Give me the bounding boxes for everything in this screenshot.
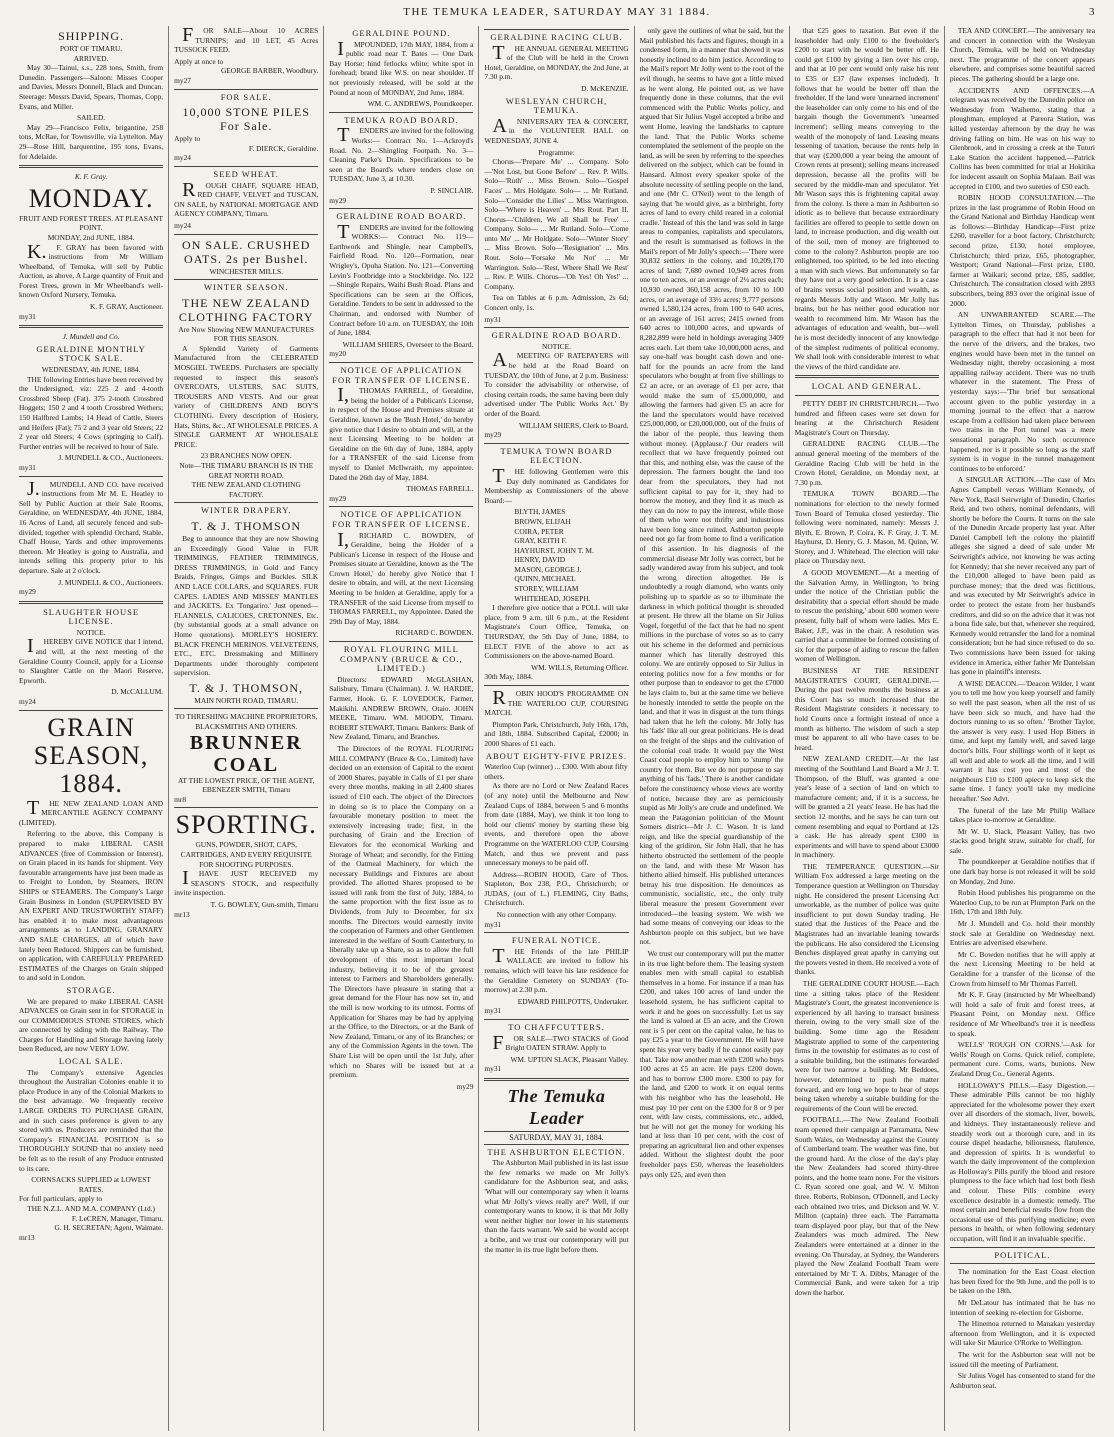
apply-once: Apply at once to	[174, 56, 224, 66]
news-item: AN UNWARRANTED SCARE.—The Lyttelton Times, on Thursday, publishes a paragraph to the effect that had it not been for the nerve of the drivers, and the brakes, two engines would have been met in the tunnel on Wednesday night, thereby occasioning a most appalling railway accident. There was no truth whatever in the statement. The Press of yesterday says:—'The brief but sensational account given to the public yesterday in a morning journal to the effect that a narrow escape from a collision had taken place between two trains in the Port tunnel was a mere sensational paragraph. No such occurrence happened, nor is it possible so long as the staff system is in vogue in the tunnel management continues to be enforced.'	[949, 310, 1095, 473]
news-item: ACCIDENTS AND OFFENCES.—A telegram was received by the Dunedin police on Wednesday from Waihemo, stating that a ploughman, employed at Pareora Station, was killed yesterday afternoon by the dray he was driving falling on him. He was on his way to Glenbrook, and in crossing a creek at the Tuturi Lake Station the accident happened.—Patrick Collins has been committed for trial at Hokitika for indecent assault on Sophia Malaan. Bail was accepted in £100, and two sureties of £50 each.	[949, 85, 1095, 191]
news-item: The poundkeeper at Geraldine notifies that if one dark bay horse is not released it will be sold on Monday, 2nd June.	[949, 857, 1095, 886]
arrived-text: May 30—Tainui, s.s., 228 tons, Smith, from Dunedin. Passengers—Saloon: Misses Cooper and Davies, Messrs Donnell, Black and Duncan. Steerage: Messrs David, Spears, Thomas, Copp, Evans, and Miller.	[19, 63, 164, 111]
tenders-text-2: TENDERS are invited for the following WORKS:— Contract No. 119—Earthwork and Shingle, near Campbell's, Fairfield Road. No. 120—Formation, near Wrigley's, Opuha Station. No. 121—Converting Levin's Footbridge into a Stockbridge. No. 122—Shingle Repairs, Waihi Bush Road. Plans and Specifications can be seen at the Offices, Geraldine. Tenders to be sent in addressed to the Chairman, and endorsed with Number of Contract before 10 a.m. on TUESDAY, the 10th of June, 1884.	[329, 220, 474, 338]
funeral-heading: FUNERAL NOTICE.	[511, 935, 602, 946]
news-item: Mr K. F. Gray (instructed by Mr Wheelband) will hold a sale of fruit and forest trees, at Pleasant Point, on Monday next. Office residence of Mr Wheelband's tree it is needless to speak.	[949, 990, 1095, 1038]
directors-text: Directors: EDWARD McGLASHAN, Salisbury, Timaru (Chairman). J. W. HARDIE, Farmer, Hook. G. F. LOVEDOCK, Farmer, Makikihi. ANDREW BROWN, Otaio. JOHN MEEKE, Timaru. WM. MOODY, Timaru. ROBERT STEWART, Timaru. Bankers: Bank of New Zealand, Timaru, and Branches.	[329, 674, 474, 742]
grain-heading: GRAIN SEASON, 1884.	[33, 712, 149, 798]
main-north-road: MAIN NORTH ROAD, TIMARU.	[194, 695, 299, 705]
divider	[329, 506, 473, 507]
candidate-item: HENRY, DAVID	[514, 555, 566, 565]
shipping-heading: SHIPPING.	[58, 29, 125, 43]
date-code: mr8	[174, 794, 187, 804]
bowden-name: RICHARD C. BOWDEN.	[395, 628, 474, 638]
date-code: mr13	[174, 909, 190, 919]
racing-club-heading: GERALDINE RACING CLUB.	[490, 32, 623, 42]
divider	[19, 476, 163, 477]
geraldine-road-heading: GERALDINE ROAD BOARD.	[336, 211, 467, 222]
news-item: Mr J. Mundell and Co. hold their monthly stock sale at Geraldine on Wednesday next. Entries are advertised elsewhere.	[949, 919, 1095, 948]
news-item: WELLS' 'ROUGH ON CORNS.'—Ask for Wells' Rough on Corns. Quick relief, complete, permanent cure. Corns, warts, bunions. New Zealand Drug Co., General Agents.	[949, 1040, 1095, 1078]
date-code: my29	[456, 1081, 474, 1091]
news-item: TEA AND CONCERT.—The anniversary tea and concert in connection with the Wesleyan Church, Temuka, will be held on Wednesday next. The programme of the concert appears elsewhere, and comprises some beautiful sacred pieces. The gathering should be a large one.	[949, 26, 1095, 83]
candidate-item: BLYTH, JAMES	[514, 507, 566, 517]
garments-text: A Splendid Variety of Garments Manufactured from the CELEBRATED MOSGIEL TWEEDS. Purchasers are specially requested to inspect this season's OVERCOATS, ULSTERS, SAC SUITS, TROUSERS AND VESTS. And our great variety of CHILDREN'S AND BOY'S CLOTHING. Every description of Hosiery, Hats, Shirts, &c., AT WHOLESALE PRICES. A SINGLE GARMENT AT WHOLESALE PRICE.	[174, 343, 319, 449]
political-item: Sir Julius Vogel has consented to stand for the Ashburton seat.	[949, 1371, 1095, 1390]
column-1	[14, 26, 169, 1431]
crushed-oats: ON SALE. CRUSHED OATS. 2s per Bushel.	[182, 237, 311, 266]
particulars-line: For full particulars, apply to	[19, 1194, 103, 1204]
divider	[19, 601, 163, 604]
divider	[484, 685, 628, 686]
date-code: my29	[329, 493, 347, 503]
divider	[484, 1078, 628, 1081]
chaffcutters-heading: TO CHAFFCUTTERS.	[508, 1022, 605, 1032]
grain-text: Referring to the above, this Company is prepared to make LIBERAL CASH ADVANCES (free of Commission or Interest), on Grain placed in its hands for shipment. Very favourable arrangements have just been made as to Freight to London, by Steamers, IRON SHIPS or STEAMERS. The Company's Large Grain Business in London (SUPERVISED BY AN EXPERT AND TRUSTWORTHY STAFF) has enabled it to make most advantageous arrangements as to LANDING, GRANARY AND SALE CHARGES, all of which have lately been Reduced. Shippers can be furnished, on application, with CAREFULLY PREPARED ESTIMATES of the Charges on Grain shipped to and sold in London.	[19, 829, 164, 983]
news-item: ROBIN HOOD CONSULTATION.—The prizes in the last programme of Robin Hood on the Grand National and Birthday Handicap went as follows:—Birthday Handicap—First prize £260, traveller for a boot factory, Christchurch; second prize, £130, hotel employee, Christchurch; third prize, £65, photographer, Westport; Grand National—First prize, £180, farmer at Waikari; second prize, £85, saddler, Christchurch. The consultation closed with 2893 subscribers, being 893 over the original issue of 2000.	[949, 193, 1095, 308]
news-item: A SINGULAR ACTION.—The case of Mrs Agnes Campbell versus William Kennedy, of New York, Basil Seirwright of Dunedin, Charles Reid, and two others, nominal defendants, will shortly be before the Courts. It turns on the sale of the Dunedin Arcade property last year. After Daniel Campbell left the colony the plaintiff alleges she signed a deed of sale under Mr Seirwright's advice, not knowing he was acting for Kennedy; that she never received any part of the £10,000 alleged to have been paid as purchase money; that the deed was fictitious, and was executed by Mr Seirwright's advice in order to protect the estate from her husband's creditors, and did so on the advice that it was not a bona fide sale, but that, whenever she required, Kennedy would retransfer the land for a nominal consideration; but he had since refused to do so. Two commissions have been issued for taking evidence in America, either father Mr Dantelsian has gone in plaintiff's interests.	[949, 475, 1095, 677]
dierck-name: F. DIERCK, Geraldine.	[248, 143, 319, 153]
chaff-sale-text: FOR SALE—TWO STACKS of Good Bright OATEN STRAW. Apply to	[492, 1031, 629, 1054]
divider	[19, 165, 163, 168]
loan-company: THE NEW ZEALAND LOAN AND MERCANTILE AGENCY COMPANY (LIMITED).	[19, 796, 164, 827]
column-2	[169, 26, 324, 1431]
masthead	[0, 6, 1114, 18]
mundell-name-2: J. MUNDELL & CO., Auctioneers.	[58, 577, 164, 587]
geraldine-road-heading-2: GERALDINE ROAD BOARD.	[491, 330, 622, 341]
monday-heading: MONDAY.	[28, 183, 154, 213]
editorial-continued-3: that £25 goes to taxation. But even if the leaseholder had only £100 to the freeholder's £200 to start with he would be better off. He could get £100 by giving a lien over his crop, and that at 10 per cent would only raise his rent to £35 or £37 (law expenses included). It follows that he would be better off than the freeholder. If the land were 'unearned increment' the leaseholder can only come to his end of the bargain though the Government's 'unearned increment'; selling means conveying to the wealth of the monopoly of land. Leasing means lessening of taxation, because the rents help in that way (£200,000 a year being the amount of Crown rents at present); selling means increased depression, because all the profits will be secured by the middle-man and speculator. Yet Mr Wason says this is frightening capital away from the colony. Is there a man in Ashburton so idiotic as to believe that because extraordinary facilities are offered to people to settle down on land, to increase production, and dig wealth out of the soil, men of money are frightened to come to the colony? Ashburton people are too enlightened, too spirited, to be led into electing a man with such views. But unfortunately so far they have not a very good selection. It is a case of brains versus social position and wealth, as regards Messrs Jolly and Wason. Mr Jolly has brains, but he has neither good education nor wealth to recommend him. Mr Wason has the advantages of education and wealth, but—well he is most decidedly innocent of any knowledge of the simplest rudiments of political economy. We shall look with considerable interest to what the views of the third candidate are.	[794, 26, 939, 371]
mundell-name: J. MUNDELL & CO., Auctioneers.	[58, 453, 164, 463]
temuka-road-heading: TEMUKA ROAD BOARD.	[344, 114, 459, 125]
candidate-item: MASON, GEORGE J.	[514, 564, 582, 574]
branches-line: 23 BRANCHES NOW OPEN.	[200, 451, 292, 461]
lowest-price: AT THE LOWEST PRICE, OF THE AGENT, EBENEZER SMITH, Timaru	[177, 775, 315, 795]
races-note: As there are no Lord or New Zealand Races (of any note) until the Melbourne and New Zealand Cups of 1884, between 5 and 6 months from date (1884, May), we think it too long to hold our clients' money by starting these big events, and therefore open the above Programme on the WATERLOO CUP, Coursing Match, and thus we prevent and pass unnecessary moneys to be paid off.	[484, 781, 629, 868]
date-code: my31	[484, 1006, 502, 1016]
mill-text: The Directors of the ROYAL FLOURING MILL COMPANY (Bruce & Co., Limited) have decided on an extension of Capital to the extent of 2000 Shares, payable in Calls of £1 per share every three months, making in all 2,400 shares issued of £10 each. The object of the Directors in doing so is to place the Company on a favourable monetary position to meet the extensively increasing trade; first, in the purchasing of Grain and the Erection of Elevators for the economical Working and Storage of Wheat; and secondly, for the Fitting of the Oatmeal Machinery, for which the necessary Buildings and Fixtures are about provided. The allotted Shares proposed to be issued will rank from the first of July, 1884, to the same proportion with the first issue as to Dividends, from July to December, for six months. The Directors would earnestly invite the cooperation of Farmers and other Gentlemen interested in the welfare of South Canterbury, to liberally take up a Share, so as to allow the full development of this most important local industry, believing it to be of the greatest interest to Farmers and Shareholders generally. The Directors have pleasure in stating that a great demand for the Flour has now set in, and the mill is now working to its utmost. Forms of Application for Shares may be had by applying at the Office, to the Directors, or at the Bank of New Zealand, Timaru, or any of its Branches; or any of the Commission Agents in the town. The Share List will be open until the 1st July, after which no Shares will be issued but at a premium.	[329, 743, 474, 1080]
may30-date: 30th May, 1884.	[484, 672, 533, 682]
entries-text: THE following Entries have been received by the Undersigned, viz: 225 2 and 4-tooth Crossbred Sheep (Fat). 375 2-tooth Crossbred Hoggets; 150 2 and 4 tooth Crossbred Wethers; 150 Halfbred Lambs; 14 Head of Cattle, Steers and Heifers (Fat); 75 2 and 3 year old Steers; 22 2 year old Steers; 4 Cows (springing to Calf). Further entries will be received to hour of Sale.	[19, 374, 164, 451]
divider	[795, 395, 939, 396]
divider	[329, 112, 473, 113]
farrell-name: THOMAS FARRELL.	[406, 484, 474, 494]
farrell-text: I,THOMAS FARRELL, of Geraldine, being the holder of a Publican's License, in respect of the House and Premises situate at Geraldine, known as the 'Bush Hotel,' do hereby give notice that I desire to obtain and will, at the next Licensing Meeting to be holden at Geraldine on the 6th day of June, 1884, apply for a TRANSFER of the said License from myself to Daniel McIlwraith, my appointee. Dated the 26th day of May, 1884.	[329, 384, 474, 482]
date-code: my27	[174, 75, 191, 85]
shiers-name: WILLIAM SHIERS, Overseer to the Board.	[342, 339, 474, 349]
slaughter-heading: SLAUGHTER HOUSE LICENSE.	[43, 606, 140, 627]
divider	[329, 641, 473, 642]
local-item: BUSINESS AT THE RESIDENT MAGISTRATE'S COURT, GERALDINE.—During the past twelve months the business at this Court has so much increased that the Resident Magistrate considers it necessary to hold Courts once a fortnight instead of once a month as hitherto. The wisdom of such a step must be apparent to all who have cases to be heard.	[794, 666, 939, 752]
date-code: my24	[174, 153, 191, 163]
local-item: THE TEMPERANCE QUESTION.—Sir William Fox addressed a large meeting on the Temperance question at Wellington on Thursday night. He considered the present Licensing Act unworkable, as the number of police was quite insufficient to put down Sunday trading. He stated that the Justices of the Peace and the Magistrates had an invariable leaning towards the publicans. He also considered the Licensing Benches displayed great apathy in carrying out the powers vested in them. He received a vote of thanks.	[794, 861, 939, 977]
pound-text: IMPOUNDED, 17th MAY, 1884, from a public road near T. Bates — One Dark Bay Horse; hind fetlocks white; white spot in forehead; brand like W.S. on near shoulder. If not previously released, will be sold at the Pound at noon of MONDAY, 2nd June, 1884.	[329, 37, 474, 97]
guns-list: GUNS, POWDER, SHOT, CAPS, CARTRIDGES, AND EVERY REQUISITE FOR SHOOTING PURPOSES.	[180, 840, 312, 869]
winter-drapery-heading: WINTER DRAPERY.	[201, 505, 292, 516]
mckenzie-name: D. McKENZIE.	[581, 83, 629, 93]
now-showing: Are Now Showing NEW MANUFACTURES FOR THIS SEASON.	[178, 324, 315, 344]
news-item: Robin Hood publishes his programme on the Waterloo Cup, to be run at Plumpton Park on the 16th, 17th and 18th July.	[949, 888, 1095, 917]
masthead-title: THE TEMUKA LEADER, SATURDAY MAY 31 1884.	[403, 6, 711, 18]
local-item: THE GERALDINE COURT HOUSE.—Each time a sitting takes place of the Resident Magistrate's Court, the greatest inconvenience is experienced by all having to transact business therein, owing to the very small size of the building. Some time ago the Resident Magistrate applied to some of the carpentering firms in the township for estimates as to cost of a suitable building, but the estimates forwarded were for two narrow a building. Mr Beddoes, however, determined to push the matter forward, and ere long we hope to hear of steps being taken whereby a suitable building for the requirements of the Court will be erected.	[794, 979, 939, 1113]
candidate-item: WHITEHEAD, JOSEPH.	[514, 593, 591, 603]
waterloo-line: Waterloo Cup (winner) ... £300. With about fifty others.	[484, 762, 628, 781]
prizes-heading: ABOUT EIGHTY-FIVE PRIZES.	[485, 750, 628, 761]
robin-text: Plumpton Park, Christchurch, July 16th, 17th, and 18th, 1884. Subscribed Capital, £2000; in 2000 Shares of £1 each.	[484, 719, 629, 748]
mundell-signature: J. Mundell and Co.	[62, 332, 120, 342]
sailed-label: SAILED.	[77, 113, 106, 123]
news-item: Mr W. U. Slack, Pleasant Valley, has two stacks good bright straw, suitable for chaff, for sale.	[949, 826, 1095, 855]
funeral-text: THE Friends of the late PHILIP WALLACE are invited to follow his remains, which will leave his late residence for the Geraldine Cemetery on SUNDAY (To-morrow) at 2.30 p.m.	[484, 944, 629, 995]
tenders-text-1: TENDERS are invited for the following Works:— Contract No. 1—Ackroyd's Road. No. 2—Shingling Footpath. No. 3—Cleaning Parke's Drain. Specifications to be seen at the Board's where tenders close on TUESDAY, June 3, at 10.30.	[329, 124, 474, 184]
divider	[174, 89, 318, 90]
nzma-name: THE N.Z.L. AND M.A. COMPANY (Ltd.)	[27, 1203, 155, 1213]
paper-date: SATURDAY, MAY 31, 1884.	[484, 1131, 628, 1145]
wills-name: WM. WILLS, Returning Officer.	[531, 662, 629, 672]
column-7	[945, 26, 1100, 1431]
fruit-trees-heading: FRUIT AND FOREST TREES. AT PLEASANT POINT.	[19, 213, 164, 233]
poll-text: I therefore give notice that a POLL will take place, from 9 a.m. till 6 p.m., at the Resident Magistrate's Court Office, Temuka, on THURSDAY, the 5th Day of June, 1884, to ELECT FIVE of the above to act as Commissioners on the above-named Board.	[484, 603, 629, 661]
winchester-mills: WINCHESTER MILLS.	[209, 266, 283, 276]
andrews-name: WM. C. ANDREWS, Poundkeeper.	[367, 99, 474, 109]
divider	[484, 327, 628, 328]
apply-to: Apply to	[174, 134, 201, 144]
stone-piles: 10,000 STONE PILES For Sale.	[182, 105, 310, 134]
divider	[484, 1019, 628, 1020]
local-item: TEMUKA TOWN BOARD.—The nominations for election to the newly formed Town Board of Temuka closed yesterday. The following were nominated, namely: Messrs J. Blyth, E. Brown, P. Coira, K. F. Gray, J. T. M. Hayhurst, D. Henry, G. J. Mason, M. Quinn, W. Storey, and J. Whitehead. The election will take place on Thursday next.	[794, 489, 939, 566]
monday-date: MONDAY, 2nd JUNE, 1884.	[47, 232, 135, 242]
date-code: my31	[484, 314, 502, 324]
ratepayers-text: AMEETING OF RATEPAYERS will be held at the Road Board on TUESDAY, the 10th of June, at 2 p.m. Business: To consider the advisability or otherwise, of closing certain roads, the same having been duly advertised under 'The Public Works Act.' By order of the Board.	[484, 349, 629, 418]
notice-application-heading: NOTICE OF APPLICATION FOR TRANSFER OF LICENSE.	[332, 365, 471, 385]
thomson-text: Beg to announce that they are now Showing an Exceedingly Good Value in FUR TRIMMINGS, FEATHER TRIMMINGS, DRESS TRIMMINGS, in Gold and Fancy Braids, Fringes, Gimps and Buckles. SILK AND LACE COLLARS, and SQUARES. FUR CAPES. LADIES AND MISSES' MANTLES and JACKETS. Ex 'Tongariro.' Just opened—FLANNELS, CALICOES, CRETONNES, Etc. (by substantial goods at a small advance on Home quotations). MORLEY'S HOSIERY. BLACK FRENCH MERINOS. VELVETEENS, ETC., ETC. Dressmaking and Millinery Departments under thoroughly competent supervision.	[174, 533, 319, 678]
political-heading: POLITICAL.	[994, 1249, 1051, 1260]
programme-label: Programme:	[538, 147, 575, 157]
divider	[329, 362, 473, 363]
local-sale-heading: LOCAL SALE.	[58, 1056, 124, 1067]
divider	[484, 443, 628, 444]
nz-factory: THE NEW ZEALAND CLOTHING FACTORY.	[191, 480, 301, 499]
racing-text: THE ANNUAL GENERAL MEETING of the Club will be held in the Crown Hotel, Geraldine, on MONDAY, the 2nd June, at 7.30 p.m.	[484, 41, 629, 82]
nz-clothing-heading: THE NEW ZEALAND CLOTHING FACTORY	[178, 295, 314, 324]
date-code: mr13	[19, 1232, 35, 1242]
notice-label: NOTICE.	[76, 627, 106, 637]
date-code: my24	[174, 220, 191, 230]
election-text: THE following Gentlemen were this Day duly nominated as Candidates for Membership as Commissioners of the above Board:—	[484, 464, 629, 505]
notice-label-2: NOTICE.	[542, 341, 571, 351]
robin-hood-heading: ROBIN HOOD'S PROGRAMME ON THE WATERLOO CUP, COURSING MATCH.	[484, 687, 629, 718]
cornsacks-line: CORNSACKS SUPPLIED at LOWEST RATES.	[31, 1175, 151, 1194]
political-item: The Hinemoa returned to Manakau yesterday afternoon from Wellington, and it is expected will take Sir Maurice O'Rorke to Wellington.	[949, 1319, 1095, 1348]
local-item: GERALDINE RACING CLUB.—The annual general meeting of the members of the Geraldine Racing Club will be held in the Crown Hotel, Geraldine, on Monday next, at 7.30 p.m.	[794, 439, 939, 487]
threshing-heading: TO THRESHING MACHINE PROPRIETORS, BLACKSMITHS AND OTHERS.	[174, 712, 318, 732]
date-code: my20	[329, 349, 347, 359]
editorial-continued-2: We trust our contemporary will put the matter in its true light before them. The leasing system enables men with small capital to establish themselves in a home. For instance if a man has £200, and takes 100 acres of land under the leasehold system, he has sufficient capital to work it and he goes on successfully. Let us say the land is valued at £5 an acre, and the Crown rent is 5 per cent on the capital value, he has to pay £25 a year to the Government. He will have spent his year very badly if he cannot easily pay that. Take now another man with £200 who buys 100 acres at £5 an acre. He pays £200 down, and has to borrow £300 more. £300 to pay for the land, and £200 to work it on equal terms with his neighbor who has the leasehold. He must pay 10 per cent on the £300 for 8 or 9 per cent, with law costs, commissions, etc., added, but he will not get the money for working his land at less than 10 per cent, with the cost of preparing an agricultural lien and other expenses added. Without the slightest doubt the poor freeholder pays £50, whereas the leaseholders pays only £25, and even then	[639, 949, 784, 1179]
divider	[174, 807, 318, 808]
column-6	[790, 26, 945, 1431]
news-item: A WISE DEACON.—'Deacon Wilder, I want you to tell me how you keep yourself and family so well the past season, when all the rest of us have been sick so much, and have had the doctors running to us so often.' 'Brother Taylor, the answer is very easy. I used Hop Bitters in time, and kept my family well, and saved large doctor's bills. Four shillings worth of it kept us all well and able to work all the time, and I will warrant it has cost you and most of the neighbours £10 to £100 apiece to keep sick the same time. I fancy you'll take my medicine hereafter.' See Advt.	[949, 678, 1095, 803]
wed-date: WEDNESDAY, 4th JUNE, 1884.	[41, 365, 141, 375]
divider	[950, 1263, 1095, 1264]
column-3	[324, 26, 479, 1431]
page-number: 3	[1089, 6, 1096, 18]
newspaper-title: The Temuka Leader	[507, 1085, 606, 1128]
divider	[484, 932, 628, 933]
date-code: my31	[484, 1064, 502, 1074]
candidate-item: GRAY, KEITH F.	[514, 536, 567, 546]
sporting-heading: SPORTING.	[175, 810, 317, 840]
editorial-continued: only gave the outlines of what he said, but the Mail published his facts and figures, though in a condensed form, in a manner that showed it was honestly inclined to do him justice. According to the Mail's report Mr Jolly went to the root of the evil though, he seems to have got a little mixed as he went along. He pointed out, as we have frequently done in these columns, that the evil commenced with the Public Works policy, and argued that Sir Julius Vogel accepted a bribe and went Home, leaving the landsharks to capture the land. That the Public Works scheme contemplated the settlement of the people on the land, as will be seen by referring to the speeches delivered on the subject, which can be found in Hansard. Almost every speaker spoke of the absolute necessity of settling people on the land, and one (Mr C. O'Neil) went to the length of saying that 'he would give, as a birthright, forty acres of land to every child reared in a colonial cradle.' Instead of this the land was sold in large areas to companies, capitalists and speculators, and the result is summarised as follows in the Mail's report of Mr Jolly's speech:—'There were 30,832 settlers in the colony, and 10,209,170 acres of land; 7,680 owned 10,949 acres from one to ten acres, or an average of 2¼ acres each; 10,930 owned 360,158 acres, from 10 to 100 acres, or an average of 33½ acres; 9,777 persons owned 1,580,124 acres, from 100 to 640 acres, or an average of 161 acres; 2415 owned from 640 acres to 100,000 acres, and upwards of 8,282,899 were held in holdings averaging 3409 acres each. Let them take 10,000,000 acres, and say one-half was bought cash down and one-half for the pounds an acre from the land speculators who bought at from five shillings to £2 an acre, or an average of £1 per acre, that would make the sum of £5,000,000, and allowing the farmers had given £5 an acre for the land the speculators would have received £25,000,000, or £20,000,000, out of the fruits of the labor of the people, thus leaving them without money. (Applause.)' Our readers will recollect that we have frequently pointed out that this, and nothing else, was the cause of the depression. The farmers bought the land too dear from the speculators, they had not sufficient capital to pay for it, they had to borrow the money, and they find it as much as they can do now to pay the interest, while those of them who were not thrifty and industrious have been long since ruined. Ashburton people need not go far from home to find a verification of this assertion. In his diagnosis of the commercial disease Mr Jolly was correct, but he sadly wandered away from his subject, and took the wrong direction altogether. He is undoubtedly a rough diamond, who wants only polishing up to sparkle as so to illuminate the darkness in which political thought is shrouded at present. He threw all the blame on Sir Julius Vogel, forgetful of the fact that he had no spent millions in the purchase of votes so as to carry out his scheme in the deformed and pernicious manner which has literally destroyed this colony. We are entirely opposed to Sir Julius in entering politics now for a few months or for other purpose than to endeavor to get the £7000 he lays claim to, but at the same time we believe he honestly intended to settle the people on the land, and that it was in disgust at the turn things had taken that he left the colony. Mr Jolly has his 'fads' like all our great politicians. He is dead on the freight of the ships and the cultivation of the colonial coal trade. It would pay the West Coast coal people to employ him to 'stump' the country for them. But we do not purpose to say anything of his 'fads.' There is another candidate before the constituency whose views are worthy of notice, because they are as perniciously stupid as Mr Jolly's are crude and undefined. We mean the Patagonian politician of the Mount Somers district—Mr J. C. Wason. It is land reign, and like the special guardianship of the king of the gridiron, Sir John Hall, that he has hitherto obstructed the settlement of the people on the land, and with these Mr Wason has hitherto allied himself. His published utterances betray his true disposition. He denounces as communistic, socialistic, etc., the only truly liberal measure the present Government ever introduced—the leasing system. We wish we had some means of conveying our ideas to the Ashburton people on this subject, but we have not.	[639, 26, 784, 947]
stock-sale-heading: GERALDINE MONTHLY STOCK SALE.	[36, 343, 146, 364]
bowley-name: T. G. BOWLEY, Gun-smith, Timaru	[210, 900, 319, 909]
gray-ad-text: K.F. GRAY has been favored with instructions from Mr William Wheelband, of Temuka, will sell by Public Auction, as above, A Large quantity of Fruit and Forest Trees, grown in Mr Wheelband's well-known Oxford Nursery, Temuka.	[19, 240, 164, 300]
candidate-item: QUINN, MICHAEL	[514, 574, 576, 584]
for-sale-turnips: FOR SALE—About 10 ACRES TURNIPS; and 10 LET, 45 Acres TUSSOCK FEED.	[174, 26, 319, 55]
date-code: my29	[19, 587, 36, 597]
divider	[174, 708, 318, 709]
programme-items: Chorus—'Prepare Me' ... Company. Solo—'Not Lost, but Gone Before' ... Rev. P. Wills. Solo—'Ruth' ... Miss Brown. Solo—'Gospel Faces' ... Mrs Holdgate. Solo— ... Mr Rutland. Solo—'Consider the Lilies' ... Miss Warrington. Solo—'Where is Heaven' ... Mrs Rout. Part II. Chorus—'Children, We all Shall be Free' ... Company. Solo— ... Mr Rutland. Solo—'Come unto Me' ... Mr Holdgate. Solo—'Winter Story' ... Miss Brown. Solo—'Resignation' ... Mrs Rout. Solo—'Forsake Me Not' ... Mr Warrington. Solo—'Rest, Where Shall We Rest' ... Rev. P. Wills. Chorus—'Oh Yes! Oh Yes!' ... Company.	[484, 157, 629, 291]
bowden-text: I,RICHARD C. BOWDEN, of Geraldine, being the Holder of a Publican's License in respect of the House and Premises situate at Geraldine, known as the 'The Crown Hotel,' do hereby give Notice that I desire to obtain, and will, at the next Licensing Meeting to be holden at Geraldine, apply for a TRANSFER of the said License from myself to THOMAS FARRELL, my Appointee. Dated the 29th Day of May, 1884.	[329, 528, 474, 626]
slack-name: WM. UPTON SLACK, Pleasant Valley.	[510, 1054, 629, 1064]
tea-text: Tea on Tables at 6 p.m. Admission, 2s 6d; Concert only, 1s.	[484, 293, 629, 313]
column-4	[479, 26, 634, 1431]
port-heading: PORT OF TIMARU.	[59, 44, 123, 53]
news-item: Mr C. Bowden notifies that he will apply at the next Licensing Meeting to be held at Geraldine for a transfer of the license of the Crown from himself to Mr Thomas Farrell.	[949, 949, 1095, 988]
local-sale-text: The Company's extensive Agencies throughout the Australian Colonies enable it to place Produce in any of the Colonial Markets to the best advantage. We frequently receive LARGE ORDERS TO PURCHASE GRAIN, and in such cases preference is given to any stored with us. Producers are reminded that the Company's FINANCIAL POSITION is so THOROUGHLY SOUND that no anxiety need be felt as to the result of any Produce entrusted to its care.	[19, 1067, 164, 1173]
for-sale-heading: FOR SALE.	[220, 91, 272, 102]
divider	[174, 502, 318, 503]
divider	[329, 208, 473, 209]
storage-text: We are prepared to make LIBERAL CASH ADVANCES on Grain sent in for STORAGE in our COMMODIOUS STONE STORES, which are connected by siding with the Railway. The Charges for Handling and Storage having lately been Reduced, are now VERY LOW.	[19, 996, 164, 1054]
date-code: my31	[19, 311, 36, 321]
political-item: The writ for the Ashburton seat will not be issued till the meeting of Parliament.	[949, 1349, 1095, 1369]
column-5	[635, 26, 790, 1431]
wesleyan-heading: WESLEYAN CHURCH, TEMUKA.	[505, 95, 608, 116]
address-text: Address—ROBIN HOOD, Care of Thos. Stapleton, Box 238, P.O., Christchurch; or JUDAS, (out of L.) FLEMING, City Baths, Christchurch.	[484, 869, 629, 908]
local-item: A GOOD MOVEMENT.—At a meeting of the Salvation Army, in Wellington, 'to bring under the notice of the Christian public the desirability that a special effort should be made to rescue the perishing,' about 600 women were present, fully half of whom were ladies. Mrs E. Baker, J.P., was in the chair. A resolution was carried that a committee be formed consisting of six for the purpose of aiding to rescue the fallen women of Wellington.	[794, 568, 939, 664]
local-item: PETTY DEBT IN CHRISTCHURCH.—Two hundred and fifteen cases were set down for hearing at the Christchurch Resident Magistrate's Court on Thursday.	[794, 398, 939, 437]
barber-name: GEORGE BARBER, Woodbury.	[220, 66, 319, 76]
date-code: my31	[19, 462, 36, 472]
chaff-text: ROUGH CHAFF, SQUARE HEAD, RED CHAFF, VELVET and TUSCAN, ON SALE, by NATIONAL MORTGAGE AND AGENCY COMPANY, Timaru.	[174, 178, 319, 219]
lecren-name: F. LeCREN, Manager, Timaru.	[71, 1213, 164, 1223]
notice-application-heading-2: NOTICE OF APPLICATION FOR TRANSFER OF LICENSE.	[332, 509, 471, 529]
slaughter-text: IHEREBY GIVE NOTICE that I intend, and will, at the next meeting of the Geraldine County Council, apply for a License to Slaughter Cattle on the Maori Reserve, Epworth.	[19, 635, 164, 685]
date-code: my31	[484, 919, 502, 929]
political-item: The nomination for the East Coast election has been fixed for the 9th June, and the poll is to be taken on the 18th.	[949, 1267, 1095, 1296]
seed-wheat-heading: SEED WHEAT.	[213, 168, 279, 179]
heatley-text: J.MUNDELL AND CO. have received instructions from Mr M. E. Heatley to Sell by Public Auction at their Sale Rooms, Geraldine, on WEDNESDAY, 4th JUNE, 1884, 16 Acres of Land, all securely fenced and sub-divided, together with splendid Orchard, Stable, Chaff House, Yards and other improvements thereon. Mr Heatley is going to Australia, and intends selling this property prior to his departure. Sale at 2 o'clock.	[19, 477, 164, 575]
arrived-label: ARRIVED.	[73, 53, 109, 63]
secretan-name: G. H. SECRETAN; Agent, Waimate.	[54, 1223, 164, 1233]
divider	[174, 234, 318, 235]
pound-heading: GERALDINE POUND.	[352, 28, 451, 38]
date-code: my29	[329, 195, 347, 205]
candidate-list	[484, 507, 628, 603]
candidate-item: BROWN, ELIJAH	[514, 516, 571, 526]
candidate-item: COIRA, PETER	[514, 526, 564, 536]
undertaker-name: EDWARD PHILPOTTS, Undertaker.	[517, 996, 629, 1006]
gray-name: K. F. GRAY, Auctioneer.	[90, 302, 164, 312]
editorial-text: The Ashburton Mail published in its last issue the few remarks we made on Mr Jolly's candidature for the Ashburton seat, and asks, 'What will our contemporary say when it learns what Mr Jolly's views really are?' Well, if our contemporary wants to know, it is that Mr Jolly went neither higher nor lower in his statements than the facts warrant. We said he would accept a bribe, and we trust our contemporary will put the matter in its true light before them.	[484, 1158, 629, 1254]
divider	[484, 29, 628, 30]
thomson-heading: T. & J. THOMSON	[191, 518, 301, 533]
news-item: HOLLOWAY'S PILLS.—Easy Digestion.—These admirable Pills cannot be too highly appreciated for the wholesome power they exert over all disorders of the stomach, liver, bowels, and kidneys. They instantaneously relieve and steadily work out a thorough cure, and in its course dispel headache, biliousness, flatulence, and depression of spirits. It is wonderful to watch the daily improvement of the complexion as Holloway's Pills purify the blood and restore plumpness to the face which had lost both flesh and colour. These Pills combine every excellence desirable in a domestic remedy. The most certain and beneficial results flow from the occasional use of this purifying medicine; even persons in health, or when following sedentary occupation, will find it an invaluable specific.	[949, 1080, 1095, 1244]
brunner-coal-heading: BRUNNER COAL	[189, 731, 303, 776]
date-code: my29	[484, 430, 502, 440]
royal-mill-heading: ROYAL FLOURING MILL COMPANY (BRUCE & CO., LIMITED.)	[340, 644, 463, 674]
local-general-heading: LOCAL AND GENERAL.	[811, 381, 922, 392]
local-item: FOOTBALL.—The New Zealand Football team opened their campaign at Parramatta, New South Wales, on Wednesday against the County of Cumberland team. The weather was fine, but the ground hard. At the close of the day's play the New Zealanders had scored thirty-three points, and the home team none. For the visitors C. Ryan scored one goal, and W. V. Milton three. Roberts, Robinson, O'Donnell, and Lecky each obtained two tries, and Dickson and W. V. Millton (captain) three each. The Parramatta team displayed poor play, but that of the New Zealanders was much admired. The New Zealanders were entertained at a dinner in the evening. On Thursday, at Sydney, the Wanderers played the New Zealand Football Team were entertained by Mr T. A. Dibbs, Manager of the Commercial Bank, and were taken for a trip down the harbor.	[794, 1115, 939, 1297]
election-heading: TEMUKA TOWN BOARD ELECTION.	[500, 445, 613, 466]
mccallum-name: D. McCALLUM.	[111, 687, 164, 697]
no-connection: No connection with any other Company.	[496, 910, 617, 920]
received-text: IHAVE JUST RECEIVED my SEASON'S STOCK, and respectfully invite inspection.	[174, 867, 319, 898]
sailed-text: May 29—Francisco Felix, brigantine, 258 tons, McRae, for Townsville, via Lyttelton. May 29—Rose Hill, barquentine, 195 tons, Evans, for Adelaide.	[19, 122, 164, 161]
candidate-item: HAYHURST, JOHN T. M.	[514, 545, 594, 555]
divider	[19, 710, 163, 711]
shiers-name-2: WILLIAM SHIERS, Clerk to Board.	[518, 420, 629, 430]
anniversary-text: ANNIVERSARY TEA & CONCERT, in the VOLUNTEER HALL on WEDNESDAY, JUNE 4.	[484, 114, 629, 145]
thomson-heading-2: T. & J. THOMSON,	[189, 680, 303, 695]
winter-season-heading: WINTER SEASON.	[204, 282, 289, 293]
gray-signature: K. F. Gray.	[74, 172, 108, 182]
divider	[174, 166, 318, 167]
sinclair-name: P. SINCLAIR.	[430, 185, 474, 195]
divider	[795, 375, 939, 378]
timaru-branch: Note—THE TIMARU BRANCH IS IN THE GREAT NORTH ROAD.	[179, 461, 314, 480]
local-item: NEW ZEALAND CREDIT.—At the last meeting of the Southland Land Board a Mr J. T. Thompson, of the Bluff, was granted a one year's lease of a section of land on which to manufacture cement; and, if it is a success, he will be granted a 21 years' lease. He has had the section 12 months, and he says he can turn out cement resembling and equal to Portland at 12s a cask. He has already spent £300 in experiments and will have to spend about £3000 in machinery.	[794, 754, 939, 860]
divider	[950, 1247, 1095, 1248]
divider	[174, 279, 318, 280]
candidate-item: STOREY, WILLIAM	[514, 584, 579, 594]
editorial-heading: THE ASHBURTON ELECTION.	[487, 1146, 626, 1157]
storage-heading: STORAGE.	[66, 984, 116, 995]
political-item: Mr DeLatour has intimated that he has no intention of seeking re-election for Gisborne.	[949, 1298, 1095, 1317]
columns	[14, 26, 1100, 1431]
date-code: my24	[19, 697, 36, 707]
news-item: The funeral of the late Mr Philip Wallace takes place to-morrow at Geraldine.	[949, 805, 1095, 825]
divider	[19, 325, 163, 328]
